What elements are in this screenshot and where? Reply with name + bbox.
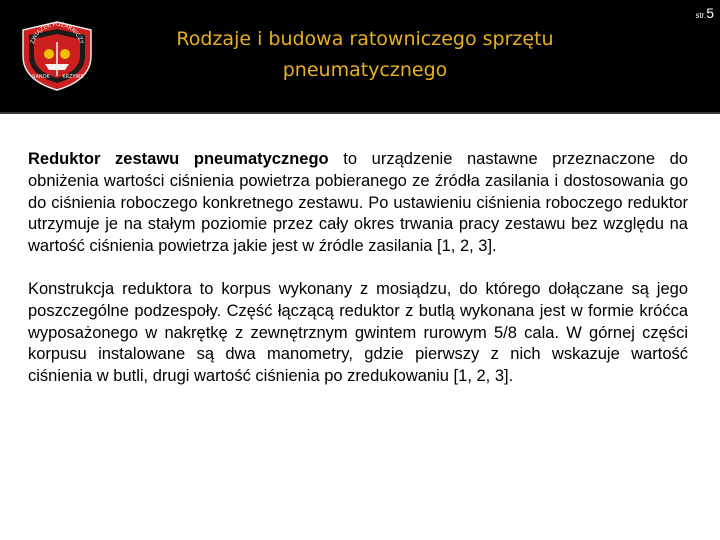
logo-right-text: KRZYWE [62, 74, 84, 80]
header-divider [0, 112, 720, 114]
term-highlight: Reduktor zestawu pneumatycznego [28, 150, 329, 168]
slide-title-line-1: Rodzaje i budowa ratowniczego sprzętu [176, 28, 554, 50]
page-number-value: 5 [706, 5, 714, 21]
paragraph-reductor-definition [28, 149, 688, 258]
page-number [696, 5, 714, 21]
logo-left-text: SANOK [32, 74, 50, 80]
header-bar [0, 0, 720, 114]
fire-service-logo [17, 20, 97, 92]
logo-shield-icon [17, 20, 97, 92]
slide-title-line-2: pneumatycznego [282, 59, 448, 81]
page-number-label: str. [695, 11, 707, 20]
logo-top-text: ZWIĄZEK POŻARNICZY [29, 21, 85, 45]
paragraph-reductor-construction: Konstrukcja reduktora to korpus wykonany z mosiądzu, do którego dołączane są jego poszczególne podzespoły. Część łączącą reduktor z butlą wykonana jest w formie króćca wyposażonego w nakrętkę z zewnętrznym gwintem rurowym 5/8 cala. W górnej części korpusu instalowane są dwa manometry, gdzie pierwszy z nich wskazuje wartość ciśnienia w butli, drugi wartość ciśnienia po zredukowaniu [1, 2, 3]. [28, 279, 688, 386]
slide-title [130, 24, 600, 86]
paragraph-1-text: to urządzenie nastawne przeznaczone do obniżenia wartości ciśnienia powietrza pobieranego ze źródła zasilania i dostosowania go do ciśnienia roboczego konkretnego zestawu. Po ustawieniu ciśnienia roboczego reduktor utrzymuje je na stałym poziomie przez cały okres trwania pracy zestawu bez względu na wartość ciśnienia powietrza jakie jest w źródle zasilania [1, 2, 3]. [28, 150, 688, 256]
body-text [28, 149, 688, 388]
